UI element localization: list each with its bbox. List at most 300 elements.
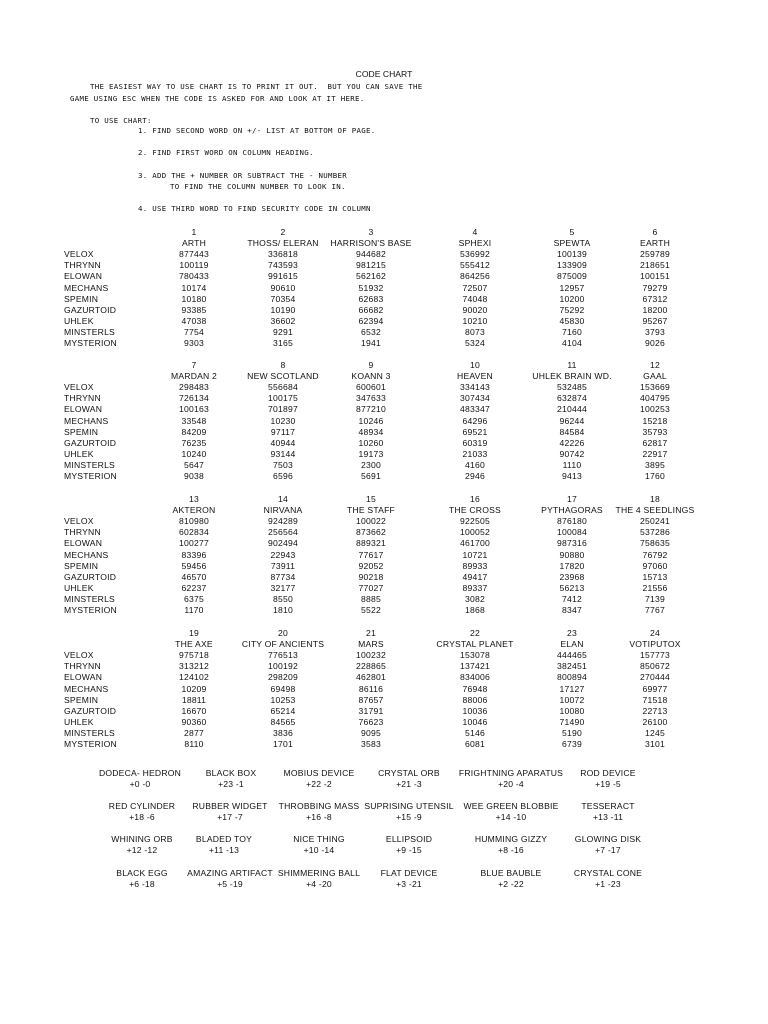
row-label: SPEMIN (64, 426, 99, 437)
code-cell: 100084 (557, 527, 587, 538)
legend-item (381, 868, 438, 890)
column-number: 4 (472, 227, 478, 237)
code-cell: 924289 (268, 516, 298, 527)
code-cell: 5647 (184, 459, 204, 470)
code-cell: 873662 (356, 527, 386, 538)
code-cell: 1110 (562, 459, 582, 470)
code-cell: 19173 (358, 448, 384, 459)
code-cell: 800894 (557, 672, 587, 683)
legend-item-code: +4 -20 (306, 879, 332, 889)
column-number: 2 (280, 227, 286, 237)
code-cell: 8110 (184, 739, 204, 749)
row-label: MECHANS (64, 683, 109, 694)
legend-item-name: CRYSTAL ORB (378, 768, 440, 778)
code-cell: 10046 (462, 716, 488, 727)
row-label: VELOX (64, 382, 94, 393)
code-cell: 90218 (358, 571, 384, 582)
column-heading: VOTIPUTOX (629, 639, 681, 650)
code-cell: 48934 (358, 426, 384, 437)
legend-item-name: BLADED TOY (195, 834, 253, 844)
code-cell: 51932 (358, 282, 384, 293)
code-cell: 92052 (358, 560, 384, 571)
column-heading: EARTH (640, 238, 670, 249)
code-cell: 8550 (273, 593, 293, 604)
column-number: 12 (650, 360, 660, 370)
code-cell: 15218 (642, 415, 668, 426)
code-cell: 74048 (462, 293, 488, 304)
code-cell: 9095 (361, 727, 381, 738)
column-heading: UHLEK BRAIN WD. (532, 371, 612, 382)
legend-item-name: FLAT DEVICE (380, 868, 438, 878)
column-heading: THE STAFF (347, 505, 395, 516)
legend-item-code: +7 -17 (595, 845, 621, 855)
code-cell: 62817 (642, 437, 668, 448)
code-cell: 875009 (557, 271, 587, 282)
code-cell: 69521 (462, 426, 488, 437)
legend-item (111, 834, 172, 856)
code-cell: 66682 (358, 304, 384, 315)
code-cell: 336818 (268, 249, 298, 260)
column-number: 22 (470, 628, 480, 638)
code-cell: 89337 (462, 582, 488, 593)
column-number: 16 (470, 494, 480, 504)
column-number: 1 (191, 227, 197, 237)
code-cell: 23968 (559, 571, 585, 582)
column-number: 3 (368, 227, 374, 237)
legend-item-code: +11 -13 (208, 845, 240, 855)
code-cell: 67312 (642, 293, 668, 304)
code-cell: 16670 (181, 705, 207, 716)
code-cell: 40944 (270, 437, 296, 448)
code-cell: 944682 (356, 249, 386, 260)
code-cell: 100151 (640, 271, 670, 282)
code-cell: 33548 (181, 415, 207, 426)
row-label: MECHANS (64, 282, 109, 293)
column-heading: CRYSTAL PLANET (436, 639, 514, 650)
legend-item (364, 801, 453, 823)
code-cell: 4104 (562, 338, 582, 348)
row-label: SPEMIN (64, 694, 99, 705)
legend-item-code: +2 -22 (498, 879, 524, 889)
legend-item-code: +19 -5 (595, 779, 621, 789)
code-cell: 77617 (358, 549, 384, 560)
code-cell: 8347 (562, 605, 582, 615)
code-cell: 10200 (559, 293, 585, 304)
code-cell: 100163 (179, 404, 209, 415)
code-cell: 462801 (356, 672, 386, 683)
code-cell: 10174 (181, 282, 207, 293)
column-heading: AKTERON (172, 505, 216, 516)
chart-block (0, 628, 768, 753)
legend-item (99, 768, 181, 790)
code-cell: 313212 (179, 661, 209, 672)
intro-line-2: GAME USING ESC WHEN THE CODE IS ASKED FOR AND LOOK AT IT HERE. (70, 94, 365, 103)
code-cell: 6739 (562, 739, 582, 749)
code-cell: 10209 (181, 683, 207, 694)
code-cell: 18811 (181, 694, 207, 705)
row-label: MINSTERLS (64, 326, 115, 337)
legend-item (192, 801, 267, 823)
legend-item (206, 768, 257, 790)
code-cell: 7160 (562, 326, 582, 337)
legend-item-code: +6 -18 (129, 879, 155, 889)
legend-item-code: +17 -7 (217, 812, 243, 822)
code-cell: 876180 (557, 516, 587, 527)
code-cell: 133909 (557, 260, 587, 271)
code-cell: 5691 (361, 471, 381, 481)
legend-item-name: NICE THING (293, 834, 345, 844)
code-cell: 3793 (645, 326, 665, 337)
code-cell: 5146 (465, 727, 485, 738)
code-cell: 991615 (268, 271, 298, 282)
code-cell: 889321 (356, 538, 386, 549)
column-number: 10 (470, 360, 480, 370)
legend-item-name: BLACK BOX (205, 768, 257, 778)
row-label: MECHANS (64, 415, 109, 426)
code-cell: 71490 (559, 716, 585, 727)
column-heading: ARTH (181, 238, 207, 249)
code-cell: 3895 (645, 459, 665, 470)
code-cell: 10190 (270, 304, 296, 315)
code-cell: 987316 (557, 538, 587, 549)
code-cell: 922505 (460, 516, 490, 527)
row-label: THRYNN (64, 393, 101, 404)
code-cell: 562162 (356, 271, 386, 282)
code-cell: 22713 (642, 705, 668, 716)
code-cell: 7754 (184, 326, 204, 337)
row-label: MINSTERLS (64, 459, 115, 470)
legend-item-name: WEE GREEN BLOBBIE (463, 801, 559, 811)
row-label: GAZURTOID (64, 304, 117, 315)
code-cell: 1810 (273, 605, 293, 615)
legend-item (463, 801, 558, 823)
column-number: 20 (278, 628, 288, 638)
page-title: CODE CHART (355, 69, 413, 79)
code-cell: 153669 (640, 382, 670, 393)
code-cell: 100139 (557, 249, 587, 260)
legend-item-code: +20 -4 (498, 779, 524, 789)
code-cell: 7139 (645, 593, 665, 604)
code-cell: 100119 (179, 260, 209, 271)
column-number: 14 (278, 494, 288, 504)
code-cell: 864256 (460, 271, 490, 282)
row-label: VELOX (64, 249, 94, 260)
instruction-step-3-cont: TO FIND THE COLUMN NUMBER TO LOOK IN. (170, 182, 346, 191)
code-cell: 89933 (462, 560, 488, 571)
code-cell: 981215 (356, 260, 386, 271)
code-cell: 21556 (642, 582, 668, 593)
column-heading: THE CROSS (449, 505, 501, 516)
legend-item (284, 768, 355, 790)
row-label: UHLEK (64, 716, 94, 727)
code-cell: 537286 (640, 527, 670, 538)
code-cell: 7767 (645, 605, 665, 615)
code-cell: 776513 (268, 650, 298, 661)
row-label: THRYNN (64, 527, 101, 538)
code-cell: 298483 (179, 382, 209, 393)
code-cell: 90880 (559, 549, 585, 560)
code-cell: 10246 (358, 415, 384, 426)
legend-item-code: +9 -15 (396, 845, 422, 855)
column-heading: THE 4 SEEDLINGS (615, 505, 695, 516)
code-cell: 5190 (562, 727, 582, 738)
code-cell: 96244 (559, 415, 585, 426)
chart-block (0, 227, 768, 352)
legend-item (109, 801, 175, 823)
row-label: GAZURTOID (64, 437, 117, 448)
code-cell: 9303 (184, 338, 204, 348)
code-cell: 62237 (181, 582, 207, 593)
code-cell: 3583 (361, 739, 381, 749)
legend-item-name: WHINING ORB (111, 834, 173, 844)
code-cell: 56213 (559, 582, 585, 593)
row-label: GAZURTOID (64, 705, 117, 716)
code-cell: 90610 (270, 282, 296, 293)
column-number: 15 (366, 494, 376, 504)
row-label: GAZURTOID (64, 571, 117, 582)
code-cell: 18200 (642, 304, 668, 315)
legend-item (278, 868, 360, 890)
code-cell: 1760 (645, 471, 665, 481)
column-number: 7 (191, 360, 197, 370)
code-cell: 84209 (181, 426, 207, 437)
code-cell: 3082 (465, 593, 485, 604)
code-cell: 76623 (358, 716, 384, 727)
instruction-step-2: 2. FIND FIRST WORD ON COLUMN HEADING. (138, 148, 314, 157)
code-cell: 6532 (361, 326, 381, 337)
row-label: VELOX (64, 650, 94, 661)
legend-item-name: SHIMMERING BALL (277, 868, 361, 878)
code-cell: 10240 (181, 448, 207, 459)
legend-item-name: BLACK EGG (116, 868, 168, 878)
code-cell: 4160 (465, 459, 485, 470)
code-cell: 87734 (270, 571, 296, 582)
row-label: UHLEK (64, 315, 94, 326)
code-cell: 3165 (273, 338, 293, 348)
code-cell: 49417 (462, 571, 488, 582)
legend-item-name: CRYSTAL CONE (573, 868, 643, 878)
code-cell: 79279 (642, 282, 668, 293)
code-cell: 1170 (184, 605, 204, 615)
legend-item-code: +10 -14 (303, 845, 335, 855)
legend-item-code: +21 -3 (396, 779, 422, 789)
code-cell: 7412 (562, 593, 582, 604)
column-number: 8 (280, 360, 286, 370)
legend-item (293, 834, 345, 856)
code-cell: 76792 (642, 549, 668, 560)
code-cell: 95267 (642, 315, 668, 326)
legend-item-name: GLOWING DISK (574, 834, 642, 844)
column-number: 23 (567, 628, 577, 638)
code-cell: 726134 (179, 393, 209, 404)
code-cell: 259789 (640, 249, 670, 260)
code-cell: 22943 (270, 549, 296, 560)
code-cell: 76235 (181, 437, 207, 448)
row-label: SPEMIN (64, 293, 99, 304)
code-cell: 758635 (640, 538, 670, 549)
code-cell: 157773 (640, 650, 670, 661)
code-cell: 75292 (559, 304, 585, 315)
code-cell: 632874 (557, 393, 587, 404)
code-cell: 556684 (268, 382, 298, 393)
code-cell: 100052 (460, 527, 490, 538)
code-cell: 42226 (559, 437, 585, 448)
legend-item-name: ROD DEVICE (580, 768, 636, 778)
code-cell: 124102 (179, 672, 209, 683)
code-cell: 84584 (559, 426, 585, 437)
legend-item-name: TESSERACT (581, 801, 635, 811)
code-cell: 72507 (462, 282, 488, 293)
column-number: 13 (189, 494, 199, 504)
code-cell: 10036 (462, 705, 488, 716)
code-cell: 483347 (460, 404, 490, 415)
code-cell: 45830 (559, 315, 585, 326)
code-cell: 84565 (270, 716, 296, 727)
legend-item-name: RED CYLINDER (108, 801, 176, 811)
row-label: MINSTERLS (64, 727, 115, 738)
legend-item-name: DODECA- HEDRON (98, 768, 182, 778)
legend-item (574, 868, 642, 890)
code-cell: 10080 (559, 705, 585, 716)
legend-item-code: +16 -8 (306, 812, 332, 822)
code-cell: 9291 (273, 326, 293, 337)
code-cell: 10180 (181, 293, 207, 304)
code-cell: 210444 (557, 404, 587, 415)
code-cell: 404795 (640, 393, 670, 404)
code-cell: 1245 (645, 727, 665, 738)
code-cell: 153078 (460, 650, 490, 661)
column-heading: CITY OF ANCIENTS (241, 639, 325, 650)
column-heading: THOSS/ ELERAN (247, 238, 319, 249)
code-cell: 10260 (358, 437, 384, 448)
chart-block (0, 360, 768, 485)
code-cell: 32177 (270, 582, 296, 593)
legend-item-code: +8 -16 (498, 845, 524, 855)
code-cell: 17820 (559, 560, 585, 571)
code-cell: 555412 (460, 260, 490, 271)
legend-item-code: +22 -2 (306, 779, 332, 789)
column-heading: ELAN (560, 639, 584, 650)
code-cell: 10253 (270, 694, 296, 705)
code-cell: 60319 (462, 437, 488, 448)
code-cell: 69977 (642, 683, 668, 694)
legend-item (475, 834, 547, 856)
code-cell: 10230 (270, 415, 296, 426)
code-cell: 93144 (270, 448, 296, 459)
legend-item-name: ELLIPSOID (385, 834, 433, 844)
code-cell: 461700 (460, 538, 490, 549)
column-heading: MARS (358, 639, 384, 650)
code-cell: 26100 (642, 716, 668, 727)
code-cell: 87657 (358, 694, 384, 705)
code-cell: 8885 (361, 593, 381, 604)
code-cell: 36602 (270, 315, 296, 326)
code-cell: 2877 (184, 727, 204, 738)
code-cell: 743593 (268, 260, 298, 271)
code-cell: 6375 (184, 593, 204, 604)
code-cell: 6596 (273, 471, 293, 481)
code-cell: 877210 (356, 404, 386, 415)
code-cell: 73911 (270, 560, 296, 571)
code-cell: 69498 (270, 683, 296, 694)
code-cell: 810980 (179, 516, 209, 527)
row-label: MYSTERION (64, 471, 117, 481)
legend-item-name: MOBIUS DEVICE (283, 768, 355, 778)
code-cell: 8073 (465, 326, 485, 337)
code-cell: 97060 (642, 560, 668, 571)
code-cell: 62394 (358, 315, 384, 326)
column-heading: NIRVANA (263, 505, 303, 516)
legend-item-code: +13 -11 (592, 812, 624, 822)
code-cell: 7503 (273, 459, 293, 470)
code-cell: 602834 (179, 527, 209, 538)
column-heading: HARRISON'S BASE (330, 238, 412, 249)
code-cell: 22917 (642, 448, 668, 459)
legend-item (575, 834, 641, 856)
instruction-step-4: 4. USE THIRD WORD TO FIND SECURITY CODE IN COLUMN (138, 204, 371, 213)
column-number: 24 (650, 628, 660, 638)
code-cell: 902494 (268, 538, 298, 549)
code-cell: 137421 (460, 661, 490, 672)
code-cell: 334143 (460, 382, 490, 393)
row-label: MYSTERION (64, 739, 117, 749)
code-cell: 382451 (557, 661, 587, 672)
legend-item (459, 768, 563, 790)
row-label: UHLEK (64, 582, 94, 593)
code-cell: 76948 (462, 683, 488, 694)
legend-item-code: +1 -23 (595, 879, 621, 889)
intro-line-1: THE EASIEST WAY TO USE CHART IS TO PRINT IT OUT. BUT YOU CAN SAVE THE (90, 82, 423, 91)
row-label: ELOWAN (64, 404, 103, 415)
code-cell: 21033 (462, 448, 488, 459)
code-cell: 5522 (361, 605, 381, 615)
row-label: MECHANS (64, 549, 109, 560)
legend-item (378, 768, 440, 790)
code-cell: 600601 (356, 382, 386, 393)
legend-item-name: AMAZING ARTIFACT (187, 868, 273, 878)
legend-item (187, 868, 273, 890)
code-cell: 9038 (184, 471, 204, 481)
code-cell: 850672 (640, 661, 670, 672)
code-cell: 97117 (270, 426, 296, 437)
column-number: 11 (567, 360, 577, 370)
code-cell: 100175 (268, 393, 298, 404)
legend-item (196, 834, 252, 856)
code-cell: 10072 (559, 694, 585, 705)
column-heading: NEW SCOTLAND (247, 371, 319, 382)
code-cell: 701897 (268, 404, 298, 415)
legend-item-code: +18 -6 (129, 812, 155, 822)
code-cell: 532485 (557, 382, 587, 393)
legend-item (580, 768, 635, 790)
code-cell: 2946 (465, 471, 485, 481)
code-cell: 35793 (642, 426, 668, 437)
column-number: 6 (652, 227, 658, 237)
code-cell: 9413 (562, 471, 582, 481)
code-cell: 100232 (356, 650, 386, 661)
legend-item-code: +12 -12 (126, 845, 158, 855)
code-cell: 834006 (460, 672, 490, 683)
code-cell: 1941 (361, 338, 381, 348)
column-number: 18 (650, 494, 660, 504)
row-label: VELOX (64, 516, 94, 527)
column-heading: PYTHAGORAS (541, 505, 603, 516)
code-cell: 64296 (462, 415, 488, 426)
code-cell: 12957 (559, 282, 585, 293)
code-cell: 218651 (640, 260, 670, 271)
column-number: 9 (368, 360, 374, 370)
code-cell: 90020 (462, 304, 488, 315)
